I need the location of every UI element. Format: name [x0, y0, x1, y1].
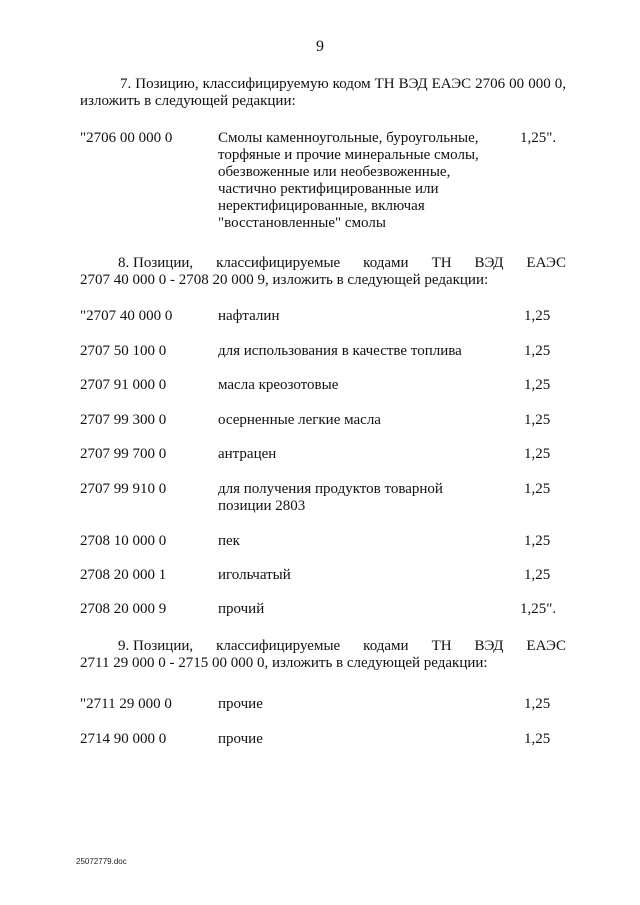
tariff-rate: 1,25 [524, 446, 551, 462]
tariff-code: "2711 29 000 0 [80, 696, 172, 712]
tariff-rate: 1,25 [524, 481, 551, 497]
tariff-rate: 1,25 [524, 567, 551, 583]
tariff-code: 2707 99 700 0 [80, 446, 167, 462]
section9-intro-line2: 2711 29 000 0 - 2715 00 000 0, изложить в следующей редакции: [80, 655, 488, 671]
description-line: торфяные и прочие минеральные смолы, [218, 147, 479, 163]
table-row [80, 731, 566, 751]
tariff-description [218, 130, 488, 232]
table-row [80, 696, 566, 716]
table-row [80, 533, 566, 553]
tariff-code: 2708 20 000 9 [80, 601, 167, 617]
tariff-rate: 1,25 [524, 377, 551, 393]
tariff-description: осерненные легкие масла [218, 412, 381, 428]
tariff-description: масла креозотовые [218, 377, 339, 393]
tariff-code: 2708 20 000 1 [80, 567, 167, 583]
table-row [80, 412, 566, 432]
tariff-description: для использования в качестве топлива [218, 343, 462, 359]
tariff-description: прочие [218, 696, 263, 712]
tariff-rate: 1,25 [524, 412, 551, 428]
tariff-rate: 1,25". [520, 601, 557, 617]
section7-intro [80, 76, 566, 110]
tariff-description: пек [218, 533, 240, 549]
description-line: "восстановленные" смолы [218, 215, 386, 231]
tariff-code: 2707 99 910 0 [80, 481, 167, 497]
tariff-rate: 1,25". [520, 130, 557, 146]
tariff-rate: 1,25 [524, 533, 551, 549]
section9-intro-line1: 9. Позиции, классифицируемые кодами ТН ВЭД ЕАЭС [118, 638, 566, 654]
table-row [80, 308, 566, 328]
section9-intro [80, 638, 566, 672]
table-row [80, 377, 566, 397]
description-line: неректифицированные, включая [218, 198, 425, 214]
section8-intro-line2: 2707 40 000 0 - 2708 20 000 9, изложить в следующей редакции: [80, 272, 489, 288]
tariff-rate: 1,25 [524, 696, 551, 712]
table-row [80, 343, 566, 363]
tariff-description: антрацен [218, 446, 277, 462]
tariff-description: прочий [218, 601, 265, 617]
tariff-description: нафталин [218, 308, 280, 324]
section7-row [80, 130, 566, 240]
tariff-code: 2707 91 000 0 [80, 377, 167, 393]
tariff-rate: 1,25 [524, 343, 551, 359]
tariff-code: "2707 40 000 0 [80, 308, 173, 324]
tariff-code: 2714 90 000 0 [80, 731, 167, 747]
table-row [80, 601, 566, 621]
tariff-code: 2707 50 100 0 [80, 343, 167, 359]
tariff-rate: 1,25 [524, 731, 551, 747]
table-row [80, 567, 566, 587]
tariff-code: 2708 10 000 0 [80, 533, 167, 549]
description-line: Смолы каменноугольные, буроугольные, [218, 130, 479, 146]
tariff-code: "2706 00 000 0 [80, 130, 173, 146]
page-number: 9 [316, 38, 324, 55]
table-row [80, 446, 566, 466]
description-line: частично ректифицированные или [218, 181, 439, 197]
section8-intro [80, 255, 566, 289]
table-row [80, 481, 566, 521]
tariff-description: прочие [218, 731, 263, 747]
tariff-description: для получения продуктов товарной позиции 2803 [218, 481, 443, 514]
tariff-code: 2707 99 300 0 [80, 412, 167, 428]
section7-intro-text: 7. Позицию, классифицируемую кодом ТН ВЭД ЕАЭС 2706 00 000 0, изложить в следующей редакции: [80, 76, 566, 109]
description-line: обезвоженные или необезвоженные, [218, 164, 451, 180]
tariff-description: игольчатый [218, 567, 291, 583]
section8-intro-line1: 8. Позиции, классифицируемые кодами ТН ВЭД ЕАЭС [118, 255, 566, 271]
tariff-rate: 1,25 [524, 308, 551, 324]
document-filename: 25072779.doc [76, 857, 127, 866]
